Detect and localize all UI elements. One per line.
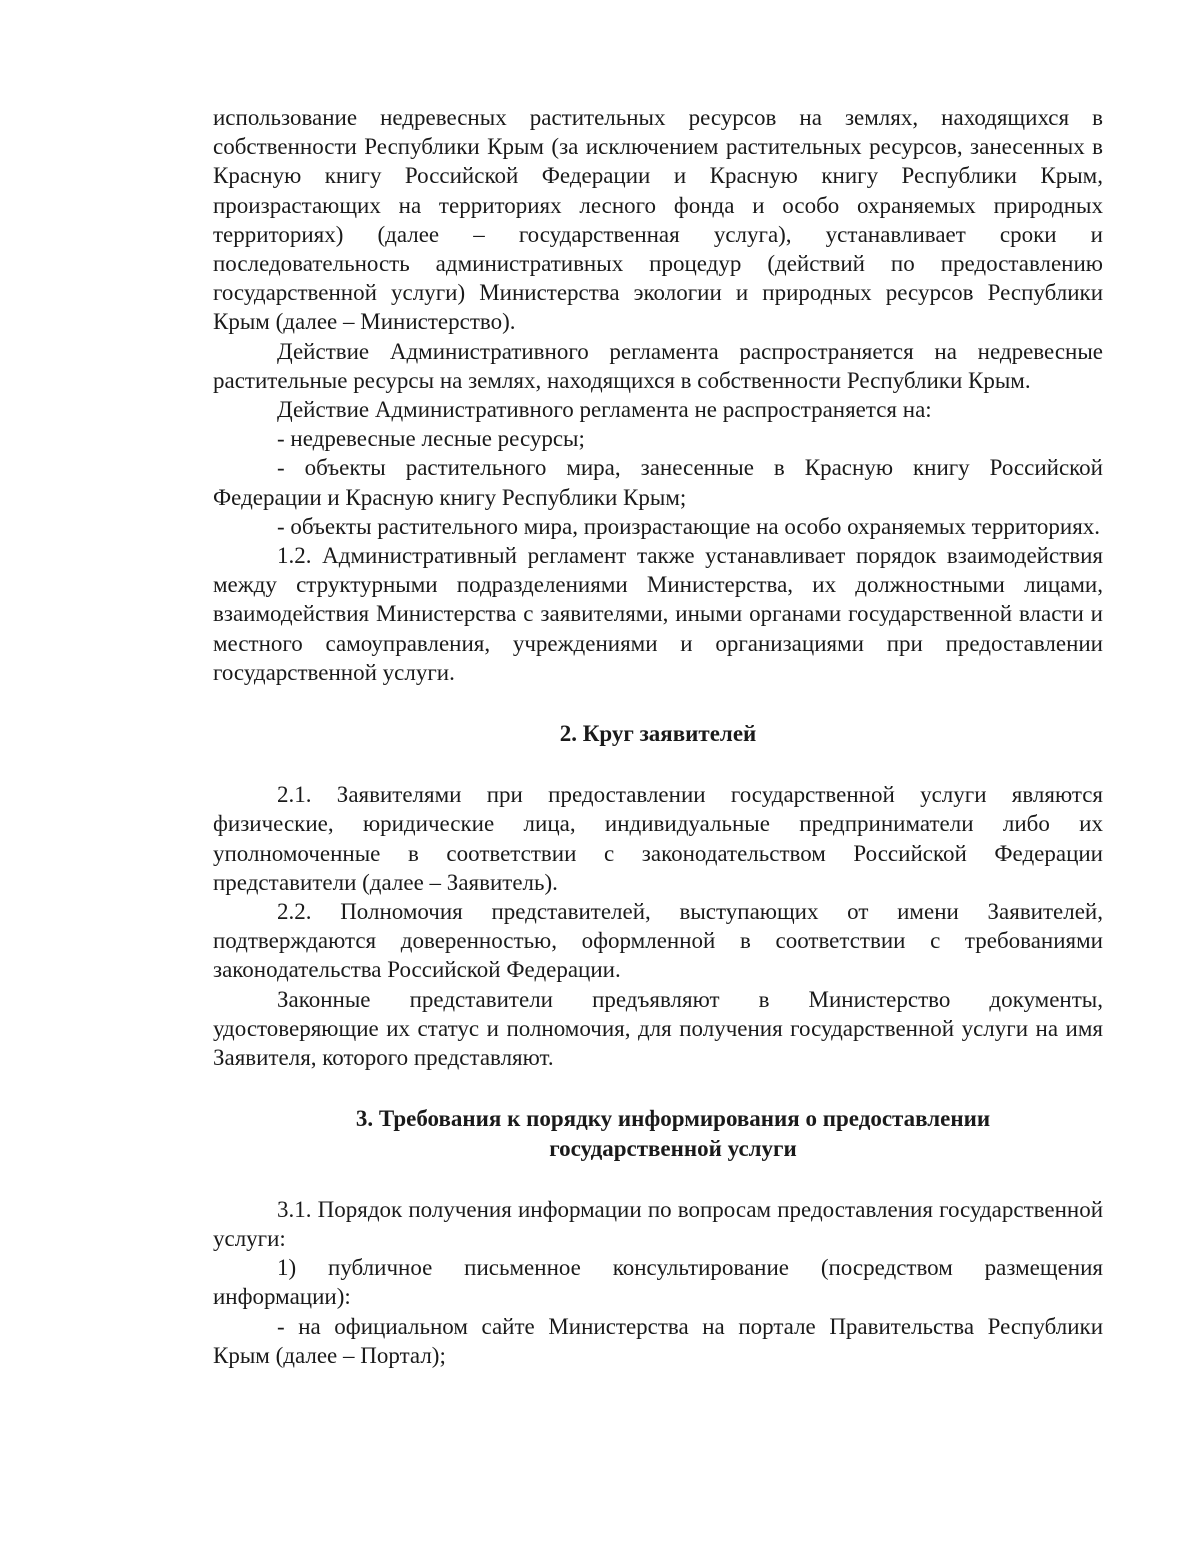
paragraph-2-2: 2.2. Полномочия представителей, выступающих от имени Заявителей, подтверждаются доверенностью, оформленной в соответствии с требованиями законодательства Российской Федерации.	[213, 899, 1103, 983]
list-item-official-site: - на официальном сайте Министерства на портале Правительства Республики Крым (далее – Портал);	[213, 1313, 1103, 1368]
section-3-heading	[213, 1104, 1103, 1162]
paragraph-applies-to: Действие Административного регламента распространяется на недревесные растительные ресурсы на землях, находящихся в собственности Республики Крым.	[213, 338, 1103, 393]
section-2-heading: 2. Круг заявителей	[559, 721, 757, 747]
paragraph-not-applies-to: Действие Административного регламента не распространяется на:	[277, 397, 932, 423]
section-3-heading-line-2: государственной услуги	[549, 1135, 797, 1161]
document-page	[213, 103, 1103, 1370]
paragraph-scope-continued: использование недревесных растительных ресурсов на землях, находящихся в собственности Республики Крым (за исключением растительных ресурсов, занесенных в Красную книгу Российской Федерации и Красную книгу Республики Крым, произрастающих на территориях лесного фонда и особо охраняемых природных территориях) (далее – государственная услуга), устанавливает сроки и последовательность административных процедур (действий по предоставлению государственной услуги) Министерства экологии и природных ресурсов Республики Крым (далее – Министерство).	[213, 105, 1103, 335]
list-item-forest-resources: - недревесные лесные ресурсы;	[277, 426, 585, 452]
section-3-heading-line-1: 3. Требования к порядку информирования о предоставлении	[355, 1106, 991, 1132]
list-item-public-consulting: 1) публичное письменное консультирование (посредством размещения информации):	[213, 1255, 1103, 1310]
paragraph-legal-representatives: Законные представители предъявляют в Министерство документы, удостоверяющие их статус и полномочия, для получения государственной услуги на имя Заявителя, которого представляют.	[213, 986, 1103, 1071]
paragraph-2-1: 2.1. Заявителями при предоставлении государственной услуги являются физические, юридические лица, индивидуальные предприниматели либо их уполномоченные в соответствии с законодательством Российской Федерации представители (далее – Заявитель).	[213, 782, 1103, 895]
paragraph-1-2: 1.2. Административный регламент также устанавливает порядок взаимодействия между структурными подразделениями Министерства, их должностными лицами, взаимодействия Министерства с заявителями, иными органами государственной власти и местного самоуправления, учреждениями и организациями при предоставлении государственной услуги.	[213, 543, 1103, 685]
list-item-red-book: - объекты растительного мира, занесенные в Красную книгу Российской Федерации и Красную книгу Республики Крым;	[213, 455, 1103, 510]
list-item-protected-territories: - объекты растительного мира, произрастающие на особо охраняемых территориях.	[277, 513, 1101, 539]
paragraph-3-1: 3.1. Порядок получения информации по вопросам предоставления государственной услуги:	[213, 1196, 1103, 1251]
